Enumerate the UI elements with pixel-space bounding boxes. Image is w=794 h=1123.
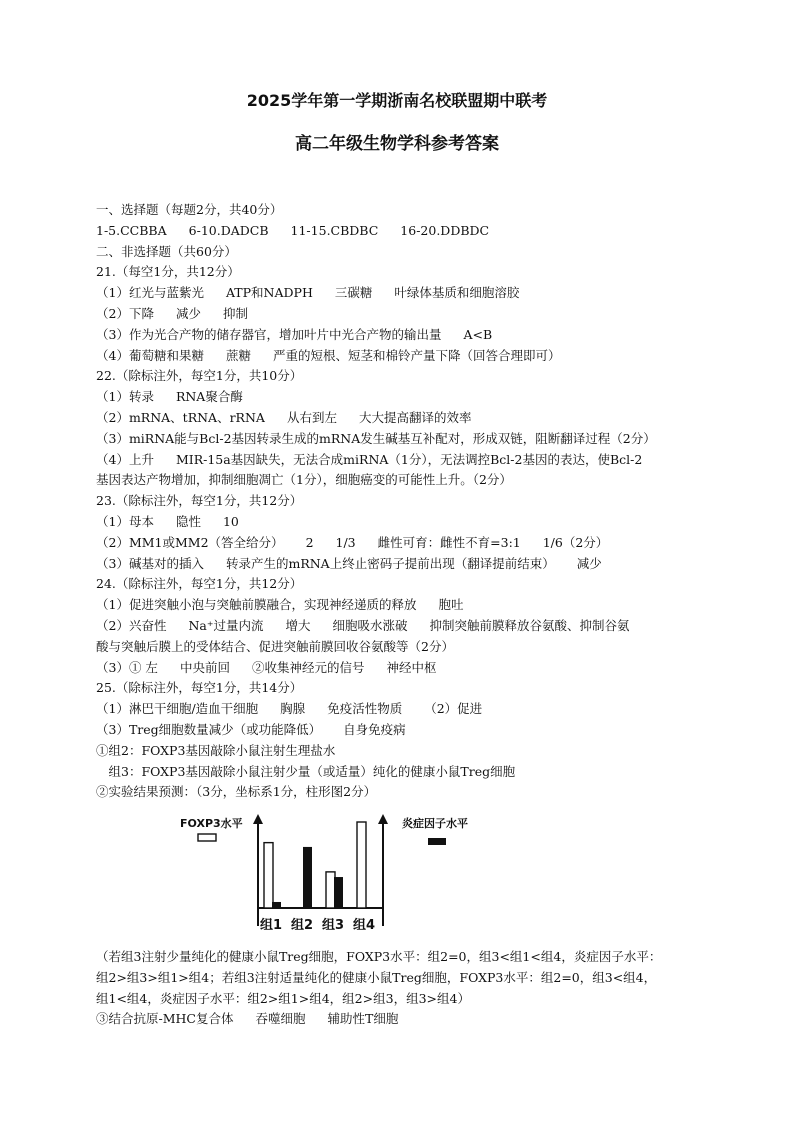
legend-swatch-foxp3 xyxy=(198,834,216,841)
answer-segment: （若组3注射少量纯化的健康小鼠Treg细胞，FOXP3水平：组2=0，组3<组1<组4，炎症因子水平： xyxy=(96,949,662,964)
answer-line xyxy=(96,366,706,387)
bar-chart xyxy=(178,812,498,934)
answer-segment: 22.（除标注外，每空1分，共10分） xyxy=(96,368,303,384)
answer-segment: ②收集神经元的信号 xyxy=(251,659,365,675)
answer-line xyxy=(96,637,706,658)
answer-line xyxy=(96,533,706,554)
x-tick-label: 组1 xyxy=(260,918,283,933)
bar-foxp3 xyxy=(264,843,273,908)
answer-segment: 抑制突触前膜释放谷氨酸、抑制谷氨 xyxy=(429,617,630,633)
answer-segment: （2）MM1或MM2（答全给分） xyxy=(96,534,284,550)
answer-segment: 酸与突触后膜上的受体结合、促进突触前膜回收谷氨酸等（2分） xyxy=(96,638,454,654)
answer-line xyxy=(96,325,706,346)
answer-line xyxy=(96,782,706,803)
bar-foxp3 xyxy=(326,872,335,908)
answer-line xyxy=(96,408,706,429)
answer-segment: 中央前回 xyxy=(179,659,230,675)
answer-segment: 免疫活性物质 xyxy=(327,701,403,717)
answer-segment: （4）葡萄糖和果糖 xyxy=(96,347,204,363)
answer-segment: 大大提高翻译的效率 xyxy=(358,409,472,425)
bar-inflammation xyxy=(334,877,343,908)
answer-segment: 隐性 xyxy=(175,513,201,529)
answer-segment: 自身免疫病 xyxy=(343,721,406,737)
answer-segment: 10 xyxy=(222,513,239,529)
answer-line xyxy=(96,262,706,283)
answer-line xyxy=(96,658,706,679)
answer-line xyxy=(96,346,706,367)
legend-swatch-inflammation xyxy=(428,838,446,845)
answer-segment: 23.（除标注外，每空1分，共12分） xyxy=(96,493,303,509)
right-axis-label: 炎症因子水平 xyxy=(402,817,468,830)
answer-line xyxy=(96,968,706,989)
answer-segment: （1）红光与蓝紫光 xyxy=(96,285,204,301)
answer-key-subtitle: 高二年级生物学科参考答案 xyxy=(295,134,499,154)
answer-line xyxy=(96,491,706,512)
answer-line xyxy=(96,741,706,762)
bar-inflammation xyxy=(272,902,281,908)
answer-segment: 严重的短根、短茎和棉铃产量下降（回答合理即可） xyxy=(272,347,561,363)
answer-segment: ②实验结果预测：（3分，坐标系1分，柱形图2分） xyxy=(96,784,377,800)
answer-line xyxy=(96,221,706,242)
answer-segment: 神经中枢 xyxy=(386,659,437,675)
answer-segment: （1）淋巴干细胞/造血干细胞 xyxy=(96,701,259,717)
answer-line xyxy=(96,678,706,699)
answer-segment: 吞噬细胞 xyxy=(255,1011,306,1027)
answer-segment: ③结合抗原-MHC复合体 xyxy=(96,1011,234,1027)
answer-segment: 1-5.CCBBA xyxy=(96,222,167,238)
answer-segment: （1）促进突触小泡与突触前膜融合，实现神经递质的释放 xyxy=(96,597,417,613)
answer-segment: 雌性可育：雌性不育=3:1 xyxy=(377,534,521,550)
answer-segment: 胞吐 xyxy=(438,597,464,613)
answer-segment: （2）下降 xyxy=(96,305,154,321)
answer-segment: 抑制 xyxy=(222,305,248,321)
answer-segment: 组3：FOXP3基因敲除小鼠注射少量（或适量）纯化的健康小鼠Treg细胞 xyxy=(96,763,516,779)
answer-segment: 1/3 xyxy=(335,534,356,550)
answer-segment: 24.（除标注外，每空1分，共12分） xyxy=(96,576,303,592)
exam-title: 2025学年第一学期浙南名校联盟期中联考 xyxy=(246,91,548,110)
answer-line xyxy=(96,512,706,533)
answer-segment: RNA聚合酶 xyxy=(175,389,243,405)
answer-segment: ①组2：FOXP3基因敲除小鼠注射生理盐水 xyxy=(96,742,336,758)
answer-line xyxy=(96,450,706,471)
answer-segment: （3）碱基对的插入 xyxy=(96,555,204,571)
x-tick-label: 组2 xyxy=(291,918,314,933)
answer-segment: A<B xyxy=(463,326,493,342)
answer-segment: 25.（除标注外，每空1分，共14分） xyxy=(96,680,303,696)
left-axis-label: FOXP3水平 xyxy=(180,817,243,830)
x-tick-label: 组3 xyxy=(322,918,345,933)
answer-line xyxy=(96,699,706,720)
answer-segment: 2 xyxy=(305,534,314,550)
answer-line xyxy=(96,616,706,637)
answer-line xyxy=(96,1009,706,1030)
answer-segment: 胸腺 xyxy=(280,701,306,717)
answer-line xyxy=(96,554,706,575)
answer-line xyxy=(96,429,706,450)
answer-segment: 一、选择题（每题2分，共40分） xyxy=(96,202,283,217)
answer-segment: 11-15.CBDBC xyxy=(290,222,379,238)
y-axis-right-arrow xyxy=(378,814,388,824)
answer-line xyxy=(96,470,706,491)
answer-line xyxy=(96,200,706,221)
answer-segment: 转录产生的mRNA上终止密码子提前出现（翻译提前结束） xyxy=(225,555,555,571)
answer-segment: 三碳糖 xyxy=(334,285,373,301)
answer-segment: （3）① 左 xyxy=(96,659,158,675)
answer-line xyxy=(96,574,706,595)
bar-inflammation xyxy=(303,847,312,908)
answer-segment: （4）上升 xyxy=(96,451,154,467)
answer-segment: 二、非选择题（共60分） xyxy=(96,243,237,259)
answer-line xyxy=(96,595,706,616)
answer-segment: 增大 xyxy=(285,617,311,633)
answer-segment: 1/6（2分） xyxy=(542,534,609,550)
answer-segment: 蔗糖 xyxy=(225,347,251,363)
answer-segment: 减少 xyxy=(175,305,201,321)
answer-body-continued xyxy=(96,947,706,1030)
answer-segment: ATP和NADPH xyxy=(225,285,313,301)
answer-line xyxy=(96,720,706,741)
answer-segment: 21.（每空1分，共12分） xyxy=(96,264,240,280)
answer-segment: （3）作为光合产物的储存器官，增加叶片中光合产物的输出量 xyxy=(96,326,442,342)
answer-line xyxy=(96,989,706,1010)
answer-segment: 基因表达产物增加，抑制细胞凋亡（1分），细胞癌变的可能性上升。（2分） xyxy=(96,472,512,488)
answer-line xyxy=(96,762,706,783)
answer-body xyxy=(96,200,706,803)
answer-segment: （1）母本 xyxy=(96,513,154,529)
bar-foxp3 xyxy=(357,822,366,908)
answer-segment: （3）Treg细胞数量减少（或功能降低） xyxy=(96,721,322,737)
answer-line xyxy=(96,304,706,325)
answer-line xyxy=(96,283,706,304)
answer-segment: 6-10.DADCB xyxy=(188,222,269,238)
answer-segment: 辅助性T细胞 xyxy=(327,1011,399,1027)
answer-segment: 叶绿体基质和细胞溶胶 xyxy=(394,285,520,301)
answer-line xyxy=(96,387,706,408)
answer-segment: （2）兴奋性 xyxy=(96,617,167,633)
answer-segment: （1）转录 xyxy=(96,389,154,405)
answer-segment: 组2>组3>组1>组4；若组3注射适量纯化的健康小鼠Treg细胞，FOXP3水平：组2=0，组3<组4， xyxy=(96,969,657,985)
answer-segment: （2）促进 xyxy=(424,701,483,717)
y-axis-left-arrow xyxy=(253,814,263,824)
answer-segment: 从右到左 xyxy=(286,409,337,425)
answer-segment: 组1<组4，炎症因子水平：组2>组1>组4，组2>组3，组3>组4） xyxy=(96,990,470,1006)
answer-segment: （3）miRNA能与Bcl-2基因转录生成的mRNA发生碱基互补配对，形成双链，阻断翻译过程（2分） xyxy=(96,430,656,446)
answer-segment: 16-20.DDBDC xyxy=(400,222,490,238)
answer-segment: 细胞吸水涨破 xyxy=(332,617,408,633)
answer-segment: Na⁺过量内流 xyxy=(188,617,264,633)
answer-segment: 减少 xyxy=(576,555,602,571)
answer-line xyxy=(96,947,706,968)
answer-segment: MIR-15a基因缺失，无法合成miRNA（1分），无法调控Bcl-2基因的表达，使Bcl-2 xyxy=(175,451,643,467)
x-tick-label: 组4 xyxy=(353,918,376,933)
answer-line xyxy=(96,242,706,263)
answer-segment: （2）mRNA、tRNA、rRNA xyxy=(96,409,265,425)
